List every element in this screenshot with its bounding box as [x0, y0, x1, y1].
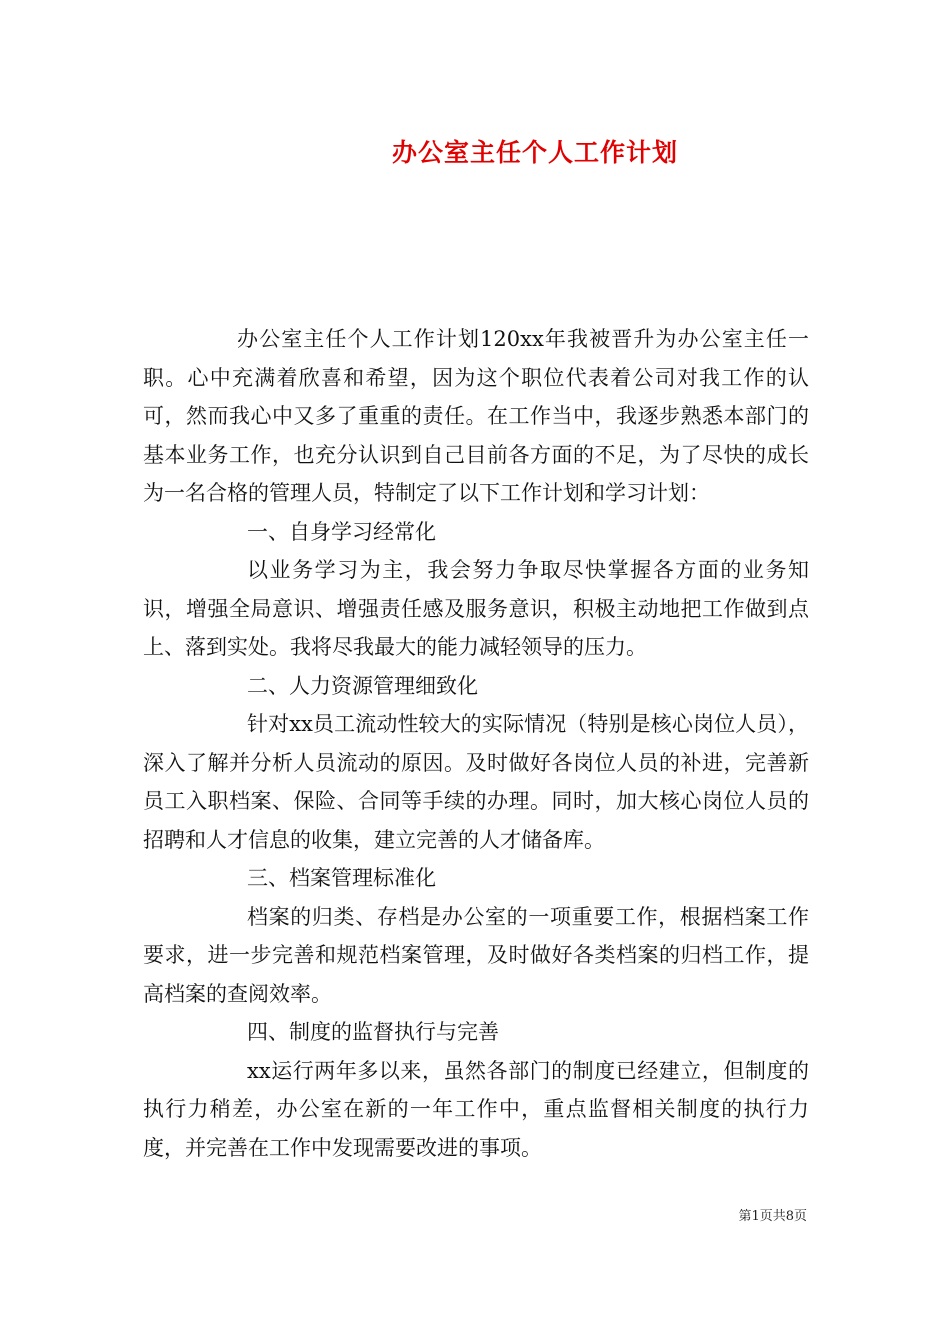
document-body [143, 320, 809, 1167]
section-body-2: 针对xx员工流动性较大的实际情况（特别是核心岗位人员），深入了解并分析人员流动的原因。及时做好各岗位人员的补进，完善新员工入职档案、保险、合同等手续的办理。同时，加大核心岗位人员的招聘和人才信息的收集，建立完善的人才储备库。 [143, 712, 809, 852]
intro-paragraph: 办公室主任个人工作计划120xx年我被晋升为办公室主任一职。心中充满着欣喜和希望，因为这个职位代表着公司对我工作的认可，然而我心中又多了重重的责任。在工作当中，我逐步熟悉本部门的基本业务工作，也充分认识到自己目前各方面的不足，为了尽快的成长为一名合格的管理人员，特制定了以下工作计划和学习计划： [143, 327, 809, 505]
section-heading-2: 二、人力资源管理细致化 [247, 673, 478, 698]
section-heading-4: 四、制度的监督执行与完善 [247, 1020, 499, 1044]
section-body-4: xx运行两年多以来，虽然各部门的制度已经建立，但制度的执行力稍差，办公室在新的一年工作中，重点监督相关制度的执行力度，并完善在工作中发现需要改进的事项。 [143, 1058, 809, 1160]
section-body-3: 档案的归类、存档是办公室的一项重要工作，根据档案工作要求，进一步完善和规范档案管理，及时做好各类档案的归档工作，提高档案的查阅效率。 [143, 904, 809, 1006]
document-title: 办公室主任个人工作计划 [391, 138, 678, 167]
section-body-1: 以业务学习为主，我会努力争取尽快掌握各方面的业务知识，增强全局意识、增强责任感及服务意识，积极主动地把工作做到点上、落到实处。我将尽我最大的能力减轻领导的压力。 [143, 558, 809, 659]
section-heading-1: 一、自身学习经常化 [247, 519, 436, 544]
section-heading-3: 三、档案管理标准化 [247, 866, 436, 890]
page-number-footer: 第1页共8页 [738, 1209, 807, 1224]
